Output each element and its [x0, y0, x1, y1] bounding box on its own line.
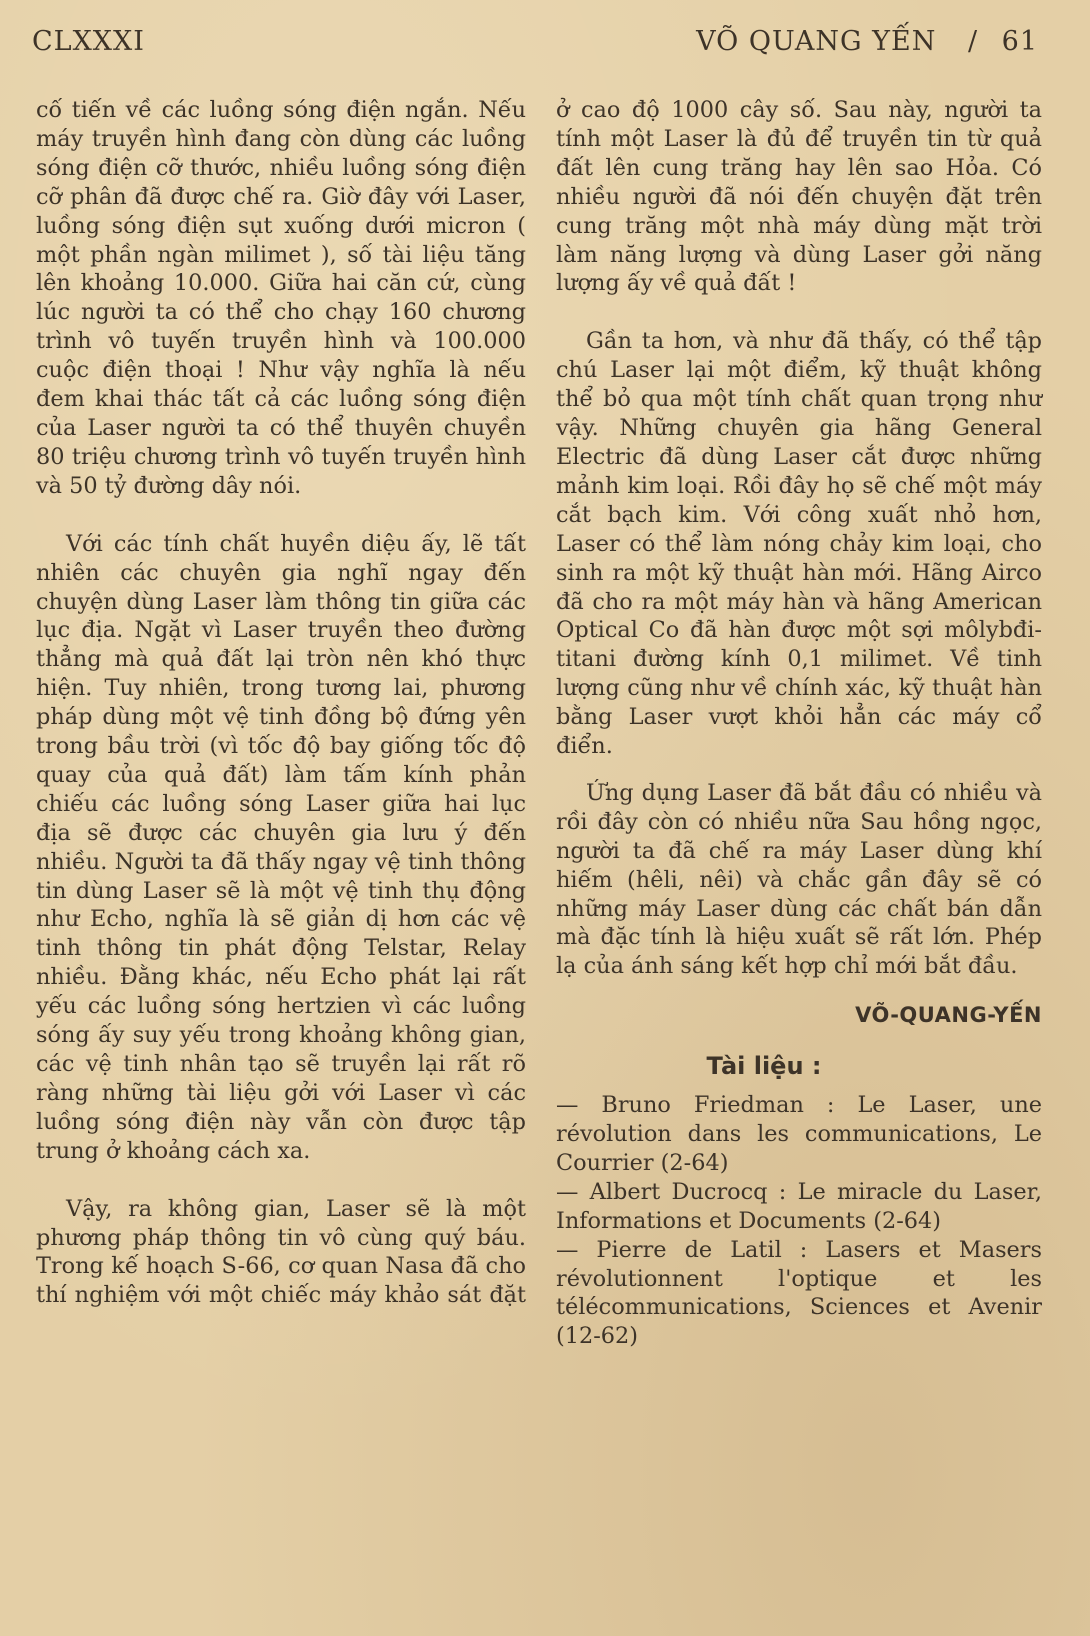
page-number: 61	[1001, 26, 1038, 57]
paragraph: cố tiến về các luồng sóng điện ngắn. Nếu máy truyền hình đang còn dùng các luồng sóng điện cỡ thước, nhiều luồng sóng điện cỡ phân đã được chế ra. Giờ đây với Laser, luồng sóng điện sụt xuống dưới micron ( một phần ngàn milimet ), số tài liệu tăng lên khoảng 10.000. Giữa hai căn cứ, cùng lúc người ta có thể cho chạy 160 chương trình vô tuyến truyền hình và 100.000 cuộc điện thoại ! Như vậy nghĩa là nếu đem khai thác tất cả các luồng sóng điện của Laser người ta có thể thuyên chuyền 80 triệu chương trình vô tuyến truyền hình và 50 tỷ đường dây nói.	[36, 97, 526, 499]
right-column	[556, 96, 1042, 1351]
paragraph: Vậy, ra không gian, Laser sẽ là một phương pháp thông tin vô cùng quý báu. Trong kế hoạch S-66, cơ quan Nasa đã cho thí nghiệm với một chiếc máy khảo sát đặt	[36, 1195, 526, 1309]
reference-item: — Bruno Friedman : Le Laser, une révolution dans les communications, Le Courrier (2-64)	[556, 1092, 1042, 1176]
author-signature: VÕ-QUANG-YẾN	[855, 1003, 1042, 1028]
reference-item: — Albert Ducrocq : Le miracle du Laser, Informations et Documents (2-64)	[556, 1178, 1042, 1234]
paragraph: Gần ta hơn, và như đã thấy, có thể tập chú Laser lại một điểm, kỹ thuật không thể bỏ qua một tính chất quan trọng như vậy. Những chuyên gia hãng General Electric đã dùng Laser cắt được những mảnh kim loại. Rồi đây họ sẽ chế một máy cắt bạch kim. Với công xuất nhỏ hơn, Laser có thể làm nóng chảy kim loại, cho sinh ra một kỹ thuật hàn mới. Hãng Airco đã cho ra một máy hàn và hãng American Optical Co đã hàn được một sợi môlybđi-titani đường kính 0,1 milimet. Về tinh lượng cũng như về chính xác, kỹ thuật hàn bằng Laser vượt khỏi hẳn các máy cổ điển.	[556, 328, 1042, 760]
section-number: CLXXXI	[32, 26, 145, 57]
header-separator: /	[967, 26, 979, 57]
page-header	[32, 26, 1038, 66]
paragraph: Ứng dụng Laser đã bắt đầu có nhiều và rồi đây còn có nhiều nữa Sau hồng ngọc, người ta đã chế ra máy Laser dùng khí hiếm (hêli, nêi) và chắc gần đây sẽ có những máy Laser dùng các chất bán dẫn mà đặc tính là hiệu xuất sẽ rất lớn. Phép lạ của ánh sáng kết hợp chỉ mới bắt đầu.	[556, 779, 1042, 980]
references-heading: Tài liệu :	[706, 1052, 822, 1081]
running-title: VÕ QUANG YẾN	[696, 26, 937, 57]
left-column	[36, 96, 526, 1310]
paragraph: Với các tính chất huyền diệu ấy, lẽ tất nhiên các chuyên gia nghĩ ngay đến chuyện dùng Laser làm thông tin giữa các lục địa. Ngặt vì Laser truyền theo đường thẳng mà quả đất lại tròn nên khó thực hiện. Tuy nhiên, trong tương lai, phương pháp dùng một vệ tinh đồng bộ đứng yên trong bầu trời (vì tốc độ bay giống tốc độ quay của quả đất) làm tấm kính phản chiếu các luồng sóng Laser giữa hai lục địa sẽ được các chuyên gia lưu ý đến nhiều. Người ta đã thấy ngay vệ tinh thông tin dùng Laser sẽ là một vệ tinh thụ động như Echo, nghĩa là sẽ giản dị hơn các vệ tinh thông tin phát động Telstar, Relay nhiều. Đằng khác, nếu Echo phát lại rất yếu các luồng sóng hertzien vì các luồng sóng ấy suy yếu trong khoảng không gian, các vệ tinh nhân tạo sẽ truyền lại rất rõ ràng những tài liệu gởi với Laser vì các luồng sóng điện này vẫn còn được tập trung ở khoảng cách xa.	[36, 530, 526, 1164]
running-title-and-page	[696, 26, 1038, 57]
reference-item: — Pierre de Latil : Lasers et Masers révolutionnent l'optique et les télécommunications, Sciences et Avenir (12-62)	[556, 1236, 1042, 1350]
paragraph: ở cao độ 1000 cây số. Sau này, người ta tính một Laser là đủ để truyền tin từ quả đất lên cung trăng hay lên sao Hỏa. Có nhiều người đã nói đến chuyện đặt trên cung trăng một nhà máy dùng mặt trời làm năng lượng và dùng Laser gởi năng lượng ấy về quả đất !	[556, 97, 1042, 297]
